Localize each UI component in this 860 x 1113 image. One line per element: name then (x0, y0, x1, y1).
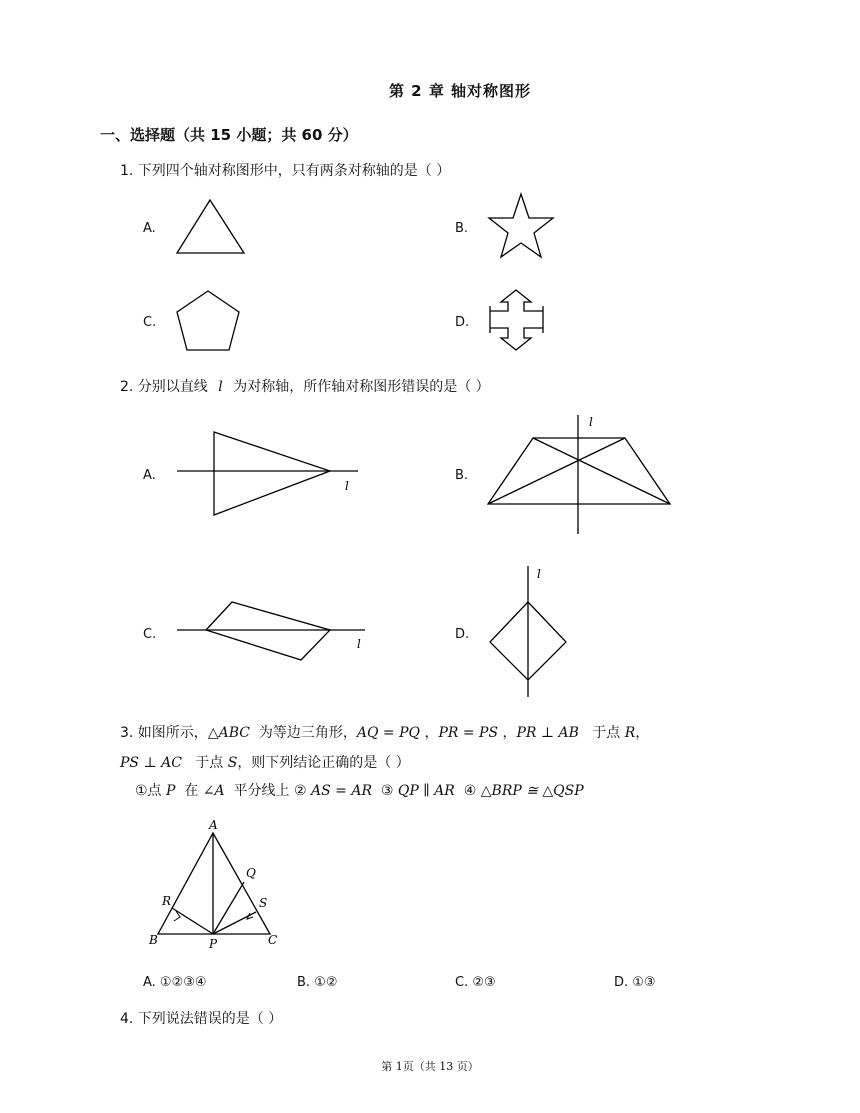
q3-answer-d: D. ①③ (614, 975, 656, 990)
q3-label-r: R (162, 894, 172, 908)
question-1-stem: 1. 下列四个轴对称图形中，只有两条对称轴的是（ ） (120, 163, 451, 179)
q2-b-axis-label: l (589, 415, 593, 429)
question-4-stem: 4. 下列说法错误的是（ ） (120, 1011, 283, 1027)
q2-option-c-label: C. (143, 627, 157, 642)
q2-option-a-label: A. (143, 468, 156, 483)
q3-label-c: C (268, 933, 278, 947)
q1-option-a-label: A. (143, 221, 156, 236)
page-footer: 第 1页（共 13 页） (381, 1060, 479, 1073)
question-3-line-1: 3. 如图所示，△ABC 为等边三角形，AQ = PQ ，PR = PS ，PR ⊥ AB 于点 R， (120, 725, 650, 741)
q3-label-b: B (149, 933, 158, 947)
q2-option-d-label: D. (455, 627, 470, 642)
q2-c-axis-label: l (357, 637, 361, 651)
q3-label-a: A (209, 818, 218, 832)
q2-a-axis-label: l (345, 479, 349, 493)
q3-answer-a: A. ①②③④ (143, 975, 207, 990)
page-title: 第 2 章 轴对称图形 (388, 82, 532, 100)
q3-answer-b: B. ①② (297, 975, 338, 990)
q1-option-c-label: C. (143, 315, 157, 330)
section-heading: 一、选择题（共 15 小题；共 60 分） (100, 126, 358, 144)
question-2-stem: 2. 分别以直线 l 为对称轴，所作轴对称图形错误的是（ ） (120, 379, 490, 395)
q3-label-s: S (259, 896, 268, 910)
q2-stem-variable: l (218, 379, 223, 395)
q1-option-d-label: D. (455, 315, 470, 330)
q1-option-b-label: B. (455, 221, 469, 236)
question-3-statements: ①点 P 在 ∠A 平分线上 ② AS = AR ③ QP ∥ AR ④ △BRP ≅ △QSP (135, 783, 584, 799)
q3-answer-c: C. ②③ (455, 975, 496, 990)
q2-option-b-label: B. (455, 468, 469, 483)
q3-label-p: P (209, 937, 218, 951)
question-3-line-2: PS ⊥ AC 于点 S，则下列结论正确的是（ ） (120, 755, 410, 771)
q3-label-q: Q (246, 866, 256, 880)
q2-d-axis-label: l (537, 567, 541, 581)
